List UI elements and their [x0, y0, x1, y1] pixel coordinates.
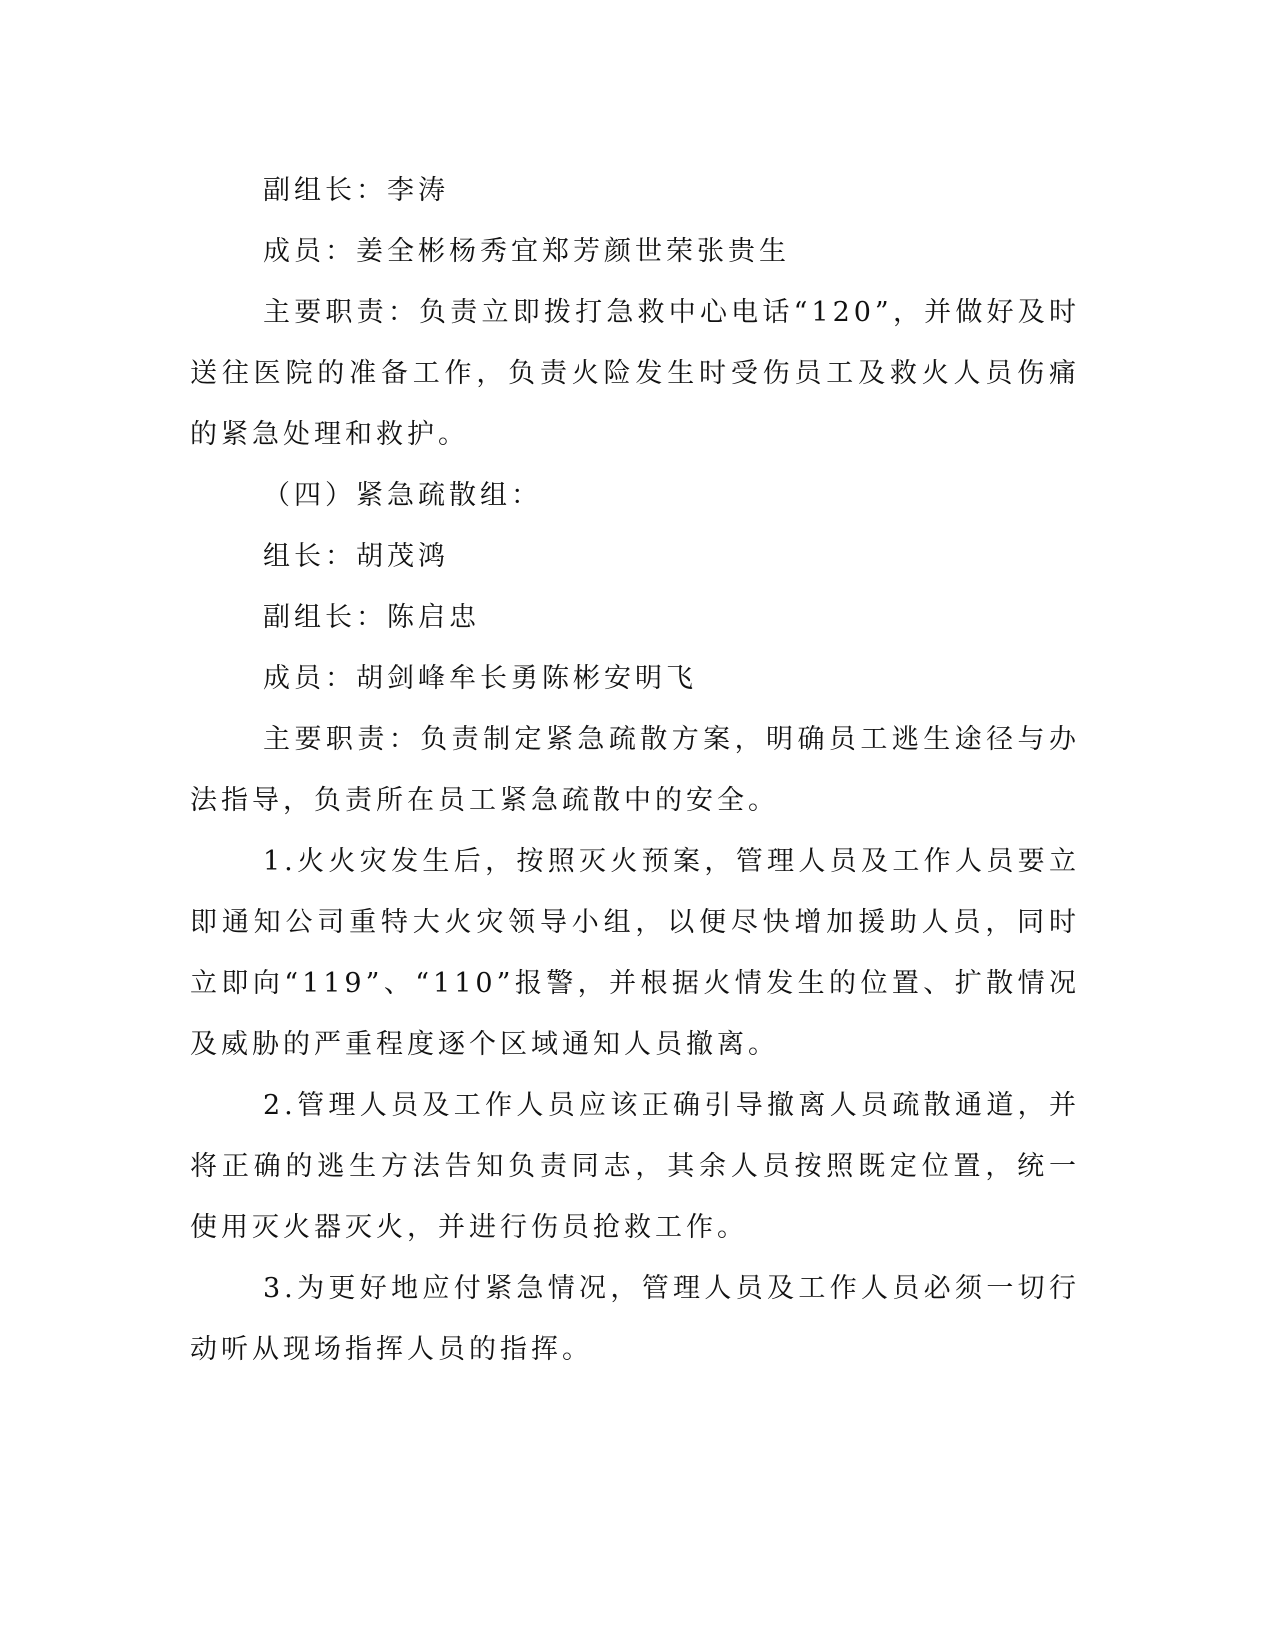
evacuation-deputy-line: 副组长：陈启忠: [263, 602, 480, 633]
evacuation-leader-line: 组长：胡茂鸿: [263, 541, 449, 572]
members-line: 成员：姜全彬杨秀宜郑芳颜世荣张贵生: [263, 236, 790, 267]
procedure-paragraph-3: 3.为更好地应付紧急情况，管理人员及工作人员必须一切行动听从现场指挥人员的指挥。: [190, 1273, 1080, 1365]
evacuation-group-heading: （四）紧急疏散组：: [263, 480, 542, 511]
deputy-leader-line: 副组长：李涛: [263, 175, 449, 206]
procedure-paragraph-2: 2.管理人员及工作人员应该正确引导撤离人员疏散通道，并将正确的逃生方法告知负责同志，其余人员按照既定位置，统一使用灭火器灭火，并进行伤员抢救工作。: [190, 1090, 1080, 1243]
procedure-paragraph-1: 1.火火灾发生后，按照灭火预案，管理人员及工作人员要立即通知公司重特大火灾领导小组，以便尽快增加援助人员，同时立即向“119”、“110”报警，并根据火情发生的位置、扩散情况及威胁的严重程度逐个区域通知人员撤离。: [190, 846, 1080, 1060]
medical-duty-paragraph: 主要职责：负责立即拨打急救中心电话“120”，并做好及时送往医院的准备工作，负责火险发生时受伤员工及救火人员伤痛的紧急处理和救护。: [190, 297, 1080, 450]
evacuation-duty-paragraph: 主要职责：负责制定紧急疏散方案，明确员工逃生途径与办法指导，负责所在员工紧急疏散中的安全。: [190, 724, 1080, 816]
evacuation-members-line: 成员：胡剑峰牟长勇陈彬安明飞: [263, 663, 697, 694]
document-body: [190, 160, 1080, 1380]
